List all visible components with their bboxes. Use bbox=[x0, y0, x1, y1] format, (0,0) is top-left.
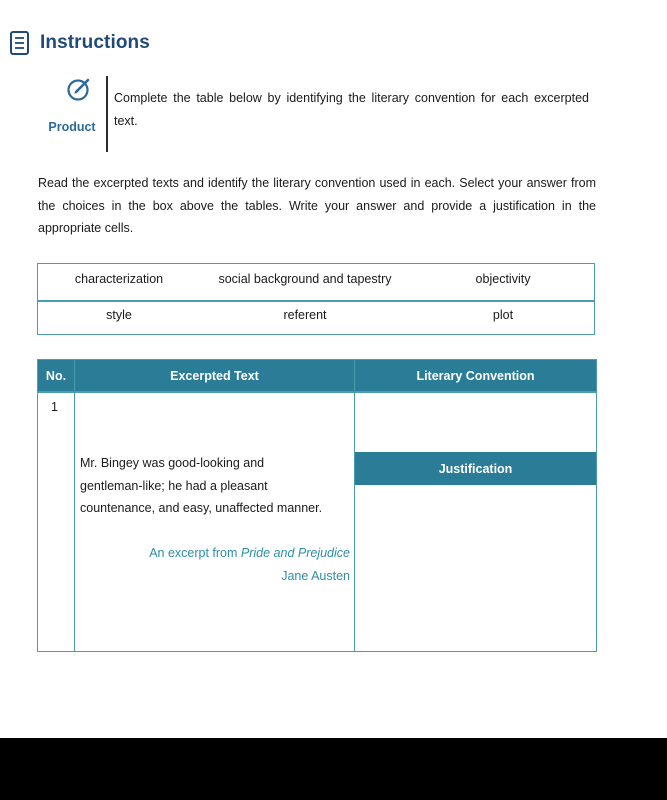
source-title: Pride and Prejudice bbox=[240, 546, 350, 560]
header-divider bbox=[38, 391, 596, 393]
product-divider bbox=[106, 76, 108, 152]
choice-social-background: social background and tapestry bbox=[218, 272, 392, 286]
excerpt-line: Mr. Bingey was good-looking and bbox=[80, 456, 265, 470]
row-number: 1 bbox=[51, 400, 58, 414]
excerpt-line: countenance, and easy, unaffected manner. bbox=[80, 501, 323, 515]
excerpt-text bbox=[80, 452, 355, 520]
document-list-icon bbox=[9, 30, 31, 56]
excerpt-table bbox=[37, 359, 597, 652]
column-divider bbox=[74, 360, 76, 651]
bottom-black-bar bbox=[0, 738, 667, 800]
header-excerpt: Excerpted Text bbox=[75, 360, 354, 392]
directions-paragraph: Read the excerpted texts and identify the literary convention used in each. Select your answer from the choices in the box above the tables. Write your answer and provide a justification in the appropriate cells. bbox=[38, 176, 596, 235]
header-number: No. bbox=[38, 360, 74, 392]
choice-style: style bbox=[106, 308, 132, 322]
instructions-heading bbox=[9, 30, 150, 56]
product-instruction: Complete the table below by identifying the literary convention for each excerpted text. bbox=[114, 91, 589, 128]
choices-divider bbox=[38, 300, 594, 302]
source-prefix: An excerpt from bbox=[149, 546, 241, 560]
product-badge bbox=[40, 76, 100, 151]
header-convention: Literary Convention bbox=[355, 360, 596, 392]
pencil-circle-icon bbox=[66, 76, 92, 102]
choice-referent: referent bbox=[283, 308, 327, 322]
choice-characterization: characterization bbox=[74, 272, 164, 286]
source-author: Jane Austen bbox=[281, 568, 350, 583]
header-justification: Justification bbox=[355, 452, 596, 485]
page-title: Instructions bbox=[40, 32, 150, 53]
choices-box bbox=[37, 263, 595, 335]
excerpt-source bbox=[80, 542, 350, 587]
excerpt-line: gentleman-like; he had a pleasant bbox=[80, 478, 268, 493]
product-label: Product bbox=[48, 120, 96, 134]
choice-objectivity: objectivity bbox=[475, 272, 531, 286]
choice-plot: plot bbox=[492, 308, 514, 322]
